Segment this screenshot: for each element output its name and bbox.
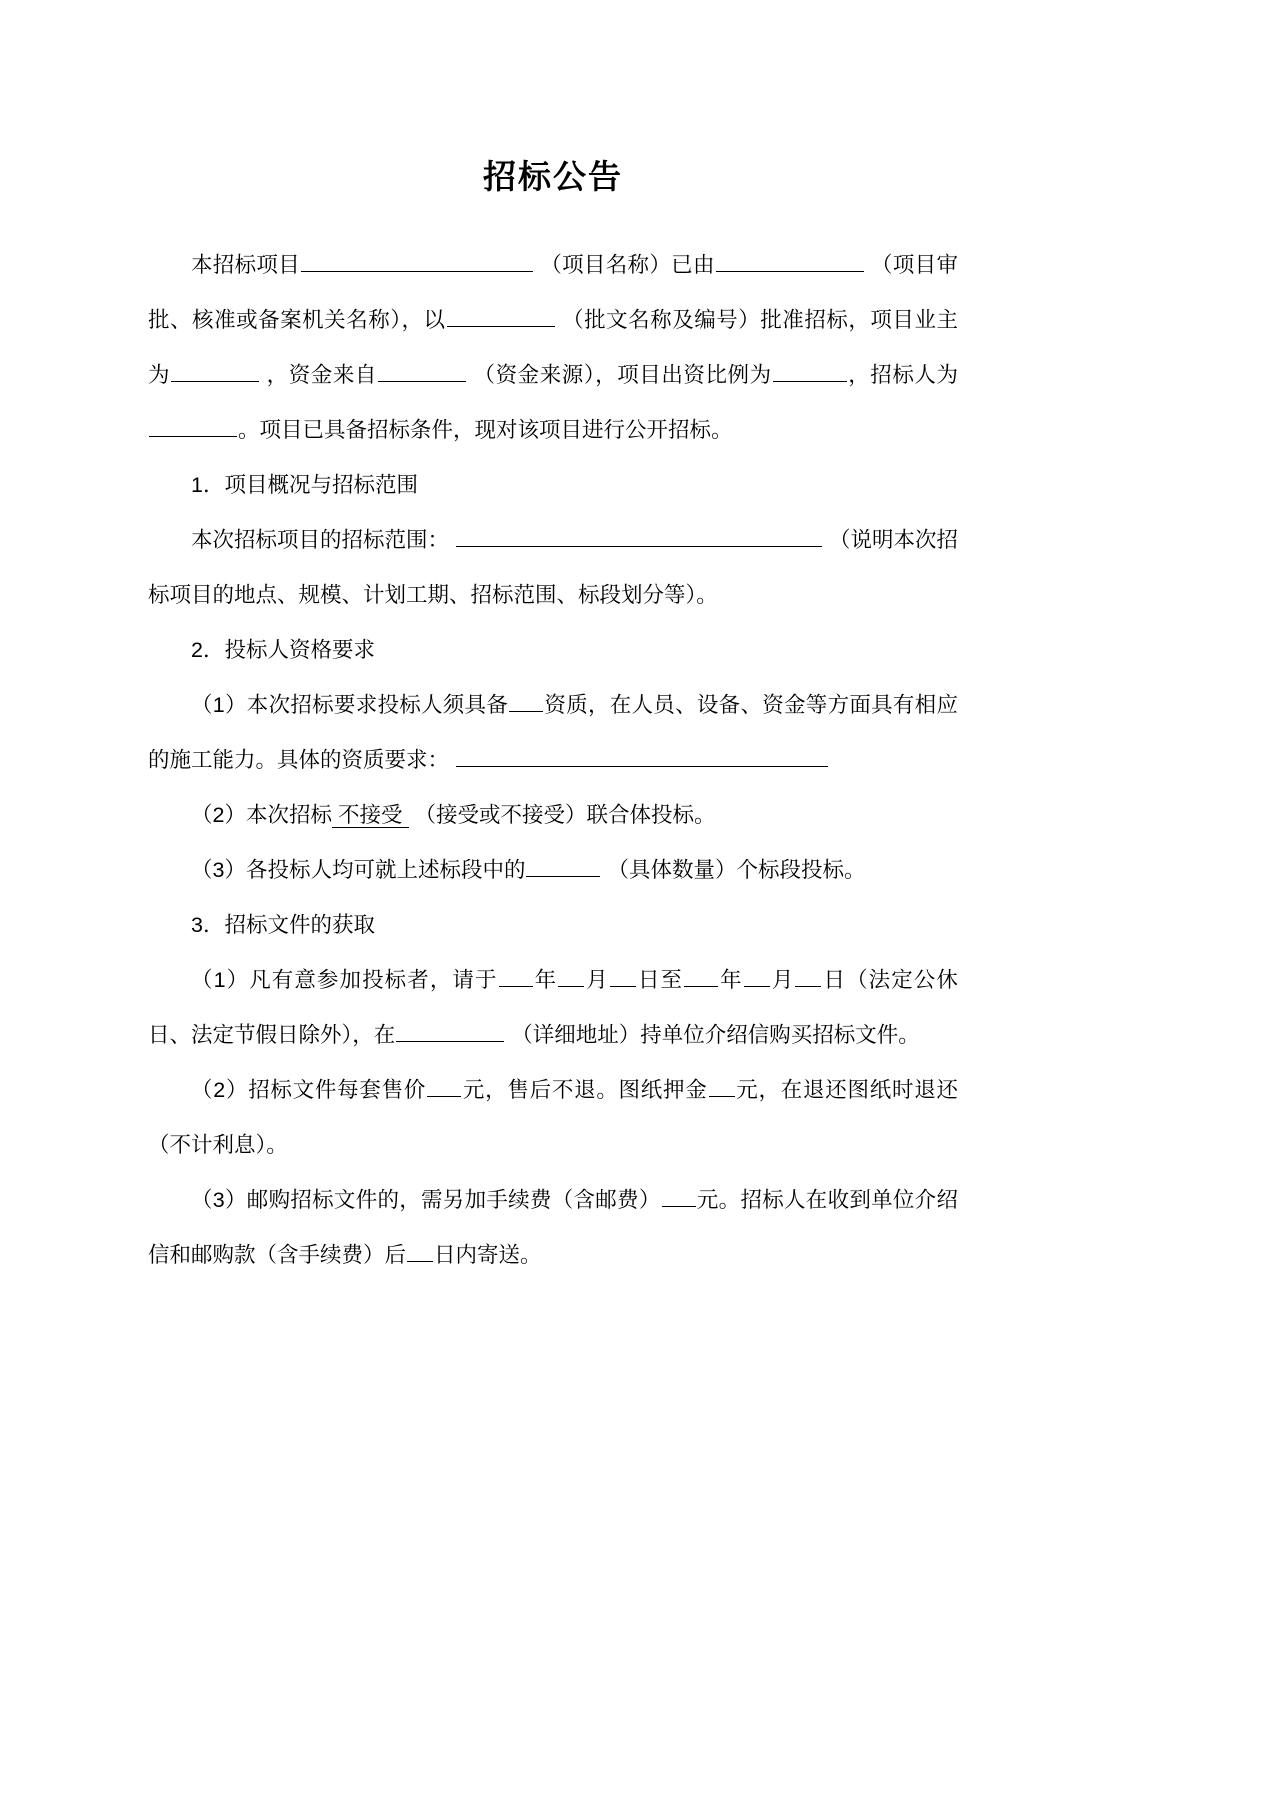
intro-seg3: （项目 [871, 252, 937, 277]
section-3-item-3 [148, 1173, 958, 1283]
section-3-heading [148, 898, 958, 953]
purchase-seg4: 日至 [636, 967, 684, 992]
qualification-level-blank[interactable] [509, 688, 543, 712]
handling-fee-blank[interactable] [662, 1183, 696, 1207]
scope-seg2: （说明本 [828, 527, 915, 552]
project-owner-blank[interactable] [171, 358, 259, 382]
section-3-title: 招标文件的获取 [224, 912, 375, 937]
page-title: 招标公告 [483, 158, 623, 195]
intro-seg11: 。项目已具备招标条件，现对该项目进行公开招标。 [238, 417, 733, 442]
start-month-blank[interactable] [558, 963, 584, 987]
consortium-seg2: （接受或不接受）联合体投标。 [414, 802, 716, 827]
intro-seg8: （资金来源），项目出资比例为 [473, 362, 772, 387]
item-label: （2） [191, 802, 246, 827]
section-2-number: 2． [191, 637, 225, 662]
end-year-blank[interactable] [684, 963, 718, 987]
item-label: （1） [191, 967, 250, 992]
item-label: （3） [191, 857, 246, 882]
section-2-heading [148, 623, 958, 678]
section-1-number: 1． [191, 472, 225, 497]
address-blank[interactable] [396, 1018, 504, 1042]
delivery-days-blank[interactable] [407, 1238, 433, 1262]
price-seg1: 招标文件每套售价 [248, 1077, 427, 1102]
section-2-title: 投标人资格要求 [224, 637, 375, 662]
document-content [148, 0, 958, 1283]
purchase-seg2: 年 [533, 967, 558, 992]
purchase-seg1: 凡有意参加投标者，请于 [249, 967, 498, 992]
intro-paragraph [148, 238, 958, 458]
section-1-paragraph [148, 513, 958, 623]
section-3-number: 3． [191, 912, 225, 937]
purchase-seg10: 文件。 [855, 1022, 920, 1047]
section-1-heading [148, 458, 958, 513]
consortium-answer[interactable]: 不接受 [332, 803, 409, 828]
lots-seg2: （具体数量）个标段投标。 [607, 857, 866, 882]
bid-scope-blank[interactable] [456, 523, 822, 547]
end-day-blank[interactable] [795, 963, 821, 987]
intro-seg9: ， [847, 362, 871, 387]
intro-seg1: 本招标项目 [191, 252, 301, 277]
scope-seg1: 本次招标项目的招标范围： [191, 527, 450, 552]
funding-source-blank[interactable] [378, 358, 466, 382]
qualification-seg3: 有相应的施工能力。具体的资质要求： [148, 692, 958, 772]
section-3-item-1 [148, 953, 958, 1063]
intro-seg6: 业主为 [148, 307, 958, 387]
price-seg3: 元，在退还图纸时 [735, 1077, 915, 1102]
section-2-item-1 [148, 678, 958, 788]
mail-seg1: 邮购招标文件的，需另加手续费（含邮费） [246, 1187, 661, 1212]
purchase-seg5: 年 [719, 967, 743, 992]
intro-seg10: 招标人为 [870, 362, 958, 387]
lot-quantity-blank[interactable] [526, 853, 600, 877]
start-day-blank[interactable] [610, 963, 636, 987]
section-2-item-3 [148, 843, 958, 898]
end-month-blank[interactable] [744, 963, 770, 987]
item-label: （2） [191, 1077, 249, 1102]
funding-ratio-blank[interactable] [773, 358, 847, 382]
drawing-deposit-blank[interactable] [709, 1073, 735, 1097]
intro-seg7: ，资金来自 [266, 362, 377, 387]
mail-seg4: 日内寄送。 [434, 1242, 542, 1267]
price-seg4: 退还（不计利息）。 [148, 1077, 958, 1157]
section-3-item-2 [148, 1063, 958, 1173]
item-label: （3） [191, 1187, 247, 1212]
qualification-seg1: 本次招标要求投标人须具备 [246, 692, 509, 717]
purchase-seg9: （详细地址）持单位介绍信购买招标 [511, 1022, 856, 1047]
tenderee-blank[interactable] [149, 413, 237, 437]
consortium-seg1: 本次招标 [245, 802, 332, 827]
section-1-title: 项目概况与招标范围 [224, 472, 418, 497]
intro-seg4: 审批、核准或备案机关名称），以 [148, 252, 958, 332]
price-seg2: 元，售后不退。图纸押金 [462, 1077, 708, 1102]
mail-seg2: 元。招标人在收到单 [696, 1187, 893, 1212]
document-price-blank[interactable] [427, 1073, 461, 1097]
purchase-seg3: 月 [585, 967, 609, 992]
section-2-item-2 [148, 788, 958, 843]
project-name-blank[interactable] [301, 248, 533, 272]
mail-seg3: 位介绍信和邮购款（含手续费）后 [148, 1187, 958, 1267]
start-year-blank[interactable] [499, 963, 533, 987]
qualification-detail-blank[interactable] [456, 743, 828, 767]
qualification-seg2: 资质，在人员、设备、资金等方面具 [544, 692, 893, 717]
approval-doc-blank[interactable] [447, 303, 555, 327]
scope-seg3: 次招标项目的地点、规模、计划工期、招标范围、标段划分等）。 [148, 527, 959, 607]
lots-seg1: 各投标人均可就上述标段中的 [245, 857, 526, 882]
intro-seg2: （项目名称）已由 [540, 252, 715, 277]
purchase-seg6: 月 [770, 967, 795, 992]
intro-seg5: （批文名称及编号）批准招标，项目 [562, 307, 915, 332]
purchase-seg8: 休日、法定节假日除外），在 [148, 967, 958, 1047]
purchase-seg7: 日（法定公 [822, 967, 937, 992]
approval-authority-blank[interactable] [716, 248, 864, 272]
document-body [148, 238, 958, 1283]
item-label: （1） [191, 692, 247, 717]
